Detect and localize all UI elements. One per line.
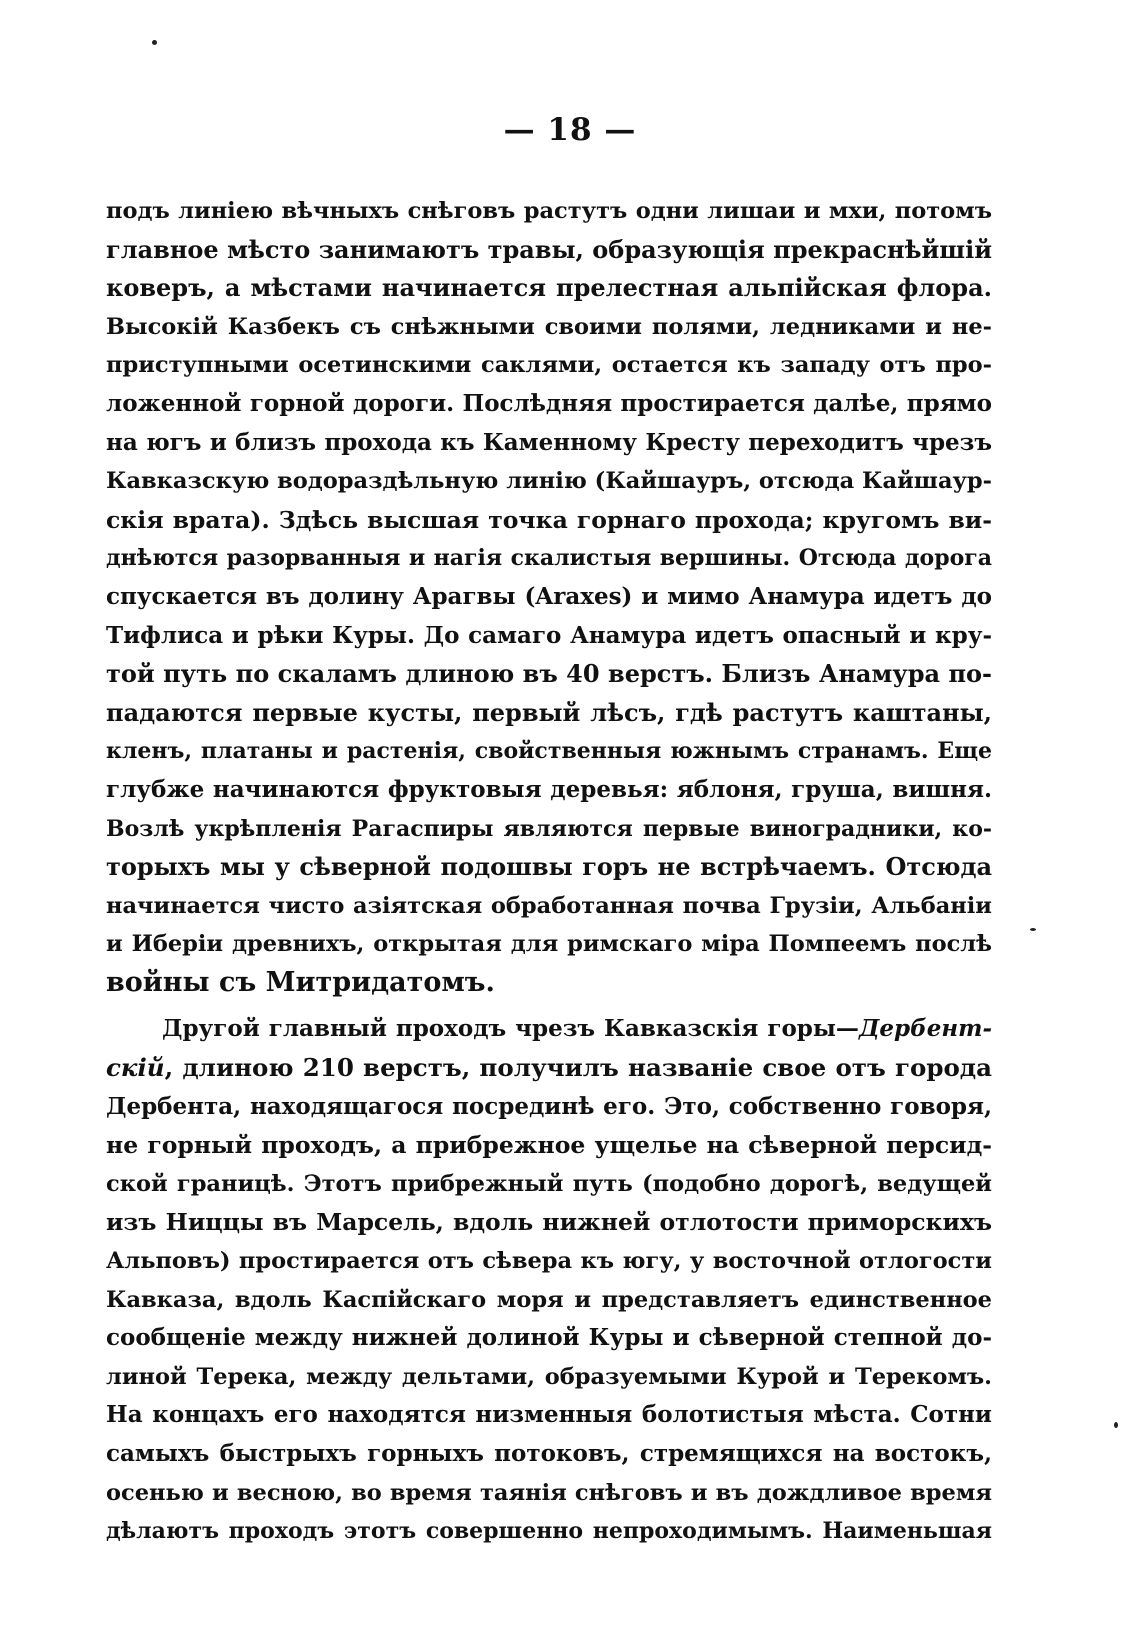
text-line: не горный проходъ, а прибрежное ущелье на сѣверной персид- xyxy=(106,1131,992,1160)
text-line: ложенной горной дороги. Послѣдняя простирается далѣе, прямо xyxy=(106,389,992,417)
text-line: днѣются разорванныя и нагія скалистыя вершины. Отсюда дорога xyxy=(106,545,992,572)
text-line: главное мѣсто занимаютъ травы, образующія прекраснѣйшій xyxy=(106,234,992,264)
page-number: — 18 — xyxy=(503,112,637,148)
text-line: осенью и весною, во время таянія снѣговъ и въ дождливое время xyxy=(106,1479,992,1506)
text-line: на югъ и близъ прохода къ Каменному Кресту переходитъ чрезъ xyxy=(106,428,992,456)
text-line: подъ линіею вѣчныхъ снѣговъ растутъ одни лишаи и мхи, потомъ xyxy=(106,198,992,224)
text-line: глубже начинаются фруктовыя деревья: яблоня, груша, вишня. xyxy=(106,775,992,803)
text-line: Кавказа, вдоль Каспійскаго моря и представляетъ единственное xyxy=(106,1286,992,1313)
text-line: Дербента, находящагося посрединѣ его. Это, собственно говоря, xyxy=(106,1092,992,1120)
text-line: самыхъ быстрыхъ горныхъ потоковъ, стремящихся на востокъ, xyxy=(106,1440,992,1467)
text-line: сообщеніе между нижней долиной Куры и сѣверной степной до- xyxy=(106,1324,992,1352)
text-line: приступными осетинскими саклями, остается къ западу отъ про- xyxy=(106,352,992,379)
print-speck xyxy=(152,40,157,45)
print-speck xyxy=(1114,1422,1118,1428)
text-line: Кавказскую водораздѣльную линію (Кайшауръ, отсюда Кайшаур- xyxy=(106,468,992,495)
text-line: линой Терека, между дельтами, образуемыми Курой и Терекомъ. xyxy=(106,1363,992,1390)
print-speck xyxy=(1030,928,1036,931)
text-line: ской границѣ. Этотъ прибрежный путь (подобно дорогѣ, ведущей xyxy=(106,1170,992,1197)
text-line: кленъ, платаны и растенія, свойственныя южнымъ странамъ. Еще xyxy=(106,738,992,765)
italic-run: скій xyxy=(106,1053,165,1083)
text-line: Тифлиса и рѣки Куры. До самаго Анамура идетъ опасный и кру- xyxy=(106,621,992,649)
text-line: дѣлаютъ проходъ этотъ совершенно непроходимымъ. Наименьшая xyxy=(106,1518,992,1545)
text-line: коверъ, а мѣстами начинается прелестная альпійская флора. xyxy=(106,273,992,303)
paragraph-1 xyxy=(106,192,992,1002)
text-line xyxy=(106,1049,992,1088)
paragraph-2 xyxy=(106,1010,992,1550)
text-line: скія врата). Здѣсь высшая точка горнаго прохода; кругомъ ви- xyxy=(106,505,992,534)
text-line: войны съ Митридатомъ. xyxy=(106,966,495,998)
text-line: спускается въ долину Арагвы (Araxes) и мимо Анамура идетъ до xyxy=(106,582,992,610)
text-line: Возлѣ укрѣпленія Рагаспиры являются первые виноградники, ко- xyxy=(106,815,992,842)
text-line: и Иберіи древнихъ, открытая для римскаго міра Помпеемъ послѣ xyxy=(106,931,992,958)
text-line: начинается чисто азіятская обработанная почва Грузіи, Альбаніи xyxy=(106,892,992,919)
text-line xyxy=(106,1010,992,1049)
text-run: , длиною 210 верстъ, получилъ названіе свое отъ города xyxy=(164,1053,992,1083)
italic-run: Дербент- xyxy=(858,1015,992,1043)
text-line: торыхъ мы у сѣверной подошвы горъ не встрѣчаемъ. Отсюда xyxy=(106,852,992,882)
text-body xyxy=(106,192,992,1551)
text-run: Другой главный проходъ чрезъ Кавказскія горы— xyxy=(162,1015,859,1043)
paragraph-gap xyxy=(106,1002,992,1010)
text-line: падаются первые кусты, первый лѣсъ, гдѣ растутъ каштаны, xyxy=(106,697,992,727)
text-line: На концахъ его находятся низменныя болотистыя мѣста. Сотни xyxy=(106,1401,992,1429)
text-line: той путь по скаламъ длиною въ 40 верстъ. Близъ Анамура по- xyxy=(106,659,992,689)
text-line: Высокій Казбекъ съ снѣжными своими полями, ледниками и не- xyxy=(106,313,992,340)
text-line: изъ Ниццы въ Марсель, вдоль нижней отлотости приморскихъ xyxy=(106,1208,992,1237)
text-line: Альповъ) простирается отъ сѣвера къ югу, у восточной отлогости xyxy=(106,1248,992,1275)
